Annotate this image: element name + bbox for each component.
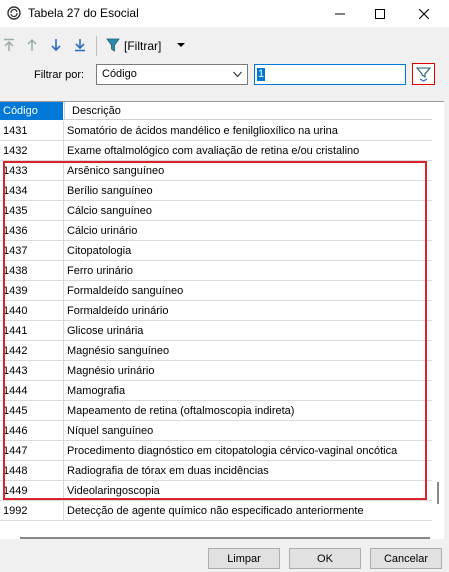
cell-code: 1433 bbox=[0, 161, 64, 180]
table-row[interactable] bbox=[0, 241, 432, 261]
cell-description: Níquel sanguíneo bbox=[67, 425, 154, 437]
cell-code: 1440 bbox=[0, 301, 64, 320]
chevron-down-icon bbox=[233, 71, 242, 78]
table-row[interactable] bbox=[0, 501, 432, 521]
cell-description: Cálcio urinário bbox=[67, 225, 138, 237]
table-row[interactable] bbox=[0, 401, 432, 421]
cell-description: Formaldeído urinário bbox=[67, 305, 169, 317]
move-bottom-button[interactable] bbox=[71, 36, 89, 54]
cell-code: 1445 bbox=[0, 401, 64, 420]
cell-description: Cálcio sanguíneo bbox=[67, 205, 153, 217]
cell-description: Arsênico sanguíneo bbox=[67, 165, 165, 177]
filter-apply-icon bbox=[416, 67, 431, 82]
filter-by-label: Filtrar por: bbox=[34, 69, 85, 81]
table-row[interactable] bbox=[0, 141, 432, 161]
cell-code: 1449 bbox=[0, 481, 64, 500]
column-header-code[interactable]: Código bbox=[0, 102, 63, 120]
data-grid[interactable] bbox=[0, 101, 444, 539]
cell-description: Somatório de ácidos mandélico e fenilglioxílico na urina bbox=[67, 125, 338, 137]
filter-value-input[interactable] bbox=[254, 64, 406, 85]
cell-code: 1437 bbox=[0, 241, 64, 260]
close-button[interactable] bbox=[405, 0, 443, 27]
cell-description: Radiografia de tórax em duas incidências bbox=[67, 465, 269, 477]
cell-description: Mamografia bbox=[67, 385, 126, 397]
move-up-icon bbox=[25, 38, 39, 52]
cell-description: Exame oftalmológico com avaliação de retina e/ou cristalino bbox=[67, 145, 360, 157]
cell-description: Glicose urinária bbox=[67, 325, 144, 337]
cancel-button[interactable]: Cancelar bbox=[370, 548, 442, 569]
table-row[interactable] bbox=[0, 221, 432, 241]
move-down-button[interactable] bbox=[47, 36, 65, 54]
move-up-button[interactable] bbox=[23, 36, 41, 54]
cell-code: 1446 bbox=[0, 421, 64, 440]
filter-button[interactable] bbox=[104, 36, 122, 54]
cell-description: Ferro urinário bbox=[67, 265, 134, 277]
sync-icon bbox=[7, 6, 21, 20]
cell-code: 1441 bbox=[0, 321, 64, 340]
table-row[interactable] bbox=[0, 301, 432, 321]
cell-code: 1444 bbox=[0, 381, 64, 400]
move-down-icon bbox=[49, 38, 63, 52]
chevron-down-icon[interactable] bbox=[176, 41, 186, 49]
grid-header bbox=[0, 102, 432, 120]
cell-code: 1431 bbox=[0, 121, 64, 140]
move-top-icon bbox=[2, 38, 16, 52]
cell-code: 1435 bbox=[0, 201, 64, 220]
cell-code: 1443 bbox=[0, 361, 64, 380]
filter-value-text: 1 bbox=[258, 68, 265, 80]
table-row[interactable] bbox=[0, 181, 432, 201]
cell-code: 1434 bbox=[0, 181, 64, 200]
vertical-scrollbar[interactable] bbox=[432, 102, 444, 539]
table-row[interactable] bbox=[0, 441, 432, 461]
table-row[interactable] bbox=[0, 321, 432, 341]
minimize-icon bbox=[335, 9, 345, 19]
clear-button[interactable]: Limpar bbox=[208, 548, 280, 569]
cell-description: Procedimento diagnóstico em citopatologia cérvico-vaginal oncótica bbox=[67, 445, 398, 457]
cell-code: 1436 bbox=[0, 221, 64, 240]
cell-description: Magnésio sanguíneo bbox=[67, 345, 170, 357]
table-row[interactable] bbox=[0, 201, 432, 221]
maximize-icon bbox=[375, 9, 385, 19]
minimize-button[interactable] bbox=[321, 0, 359, 27]
cell-description: Berílio sanguíneo bbox=[67, 185, 153, 197]
cell-code: 1442 bbox=[0, 341, 64, 360]
move-top-button[interactable] bbox=[0, 36, 18, 54]
cell-description: Magnésio urinário bbox=[67, 365, 155, 377]
cell-description: Citopatologia bbox=[67, 245, 132, 257]
window-title: Tabela 27 do Esocial bbox=[28, 6, 139, 20]
move-bottom-icon bbox=[73, 38, 87, 52]
scrollbar-thumb[interactable] bbox=[437, 482, 439, 504]
table-row[interactable] bbox=[0, 261, 432, 281]
toolbar-separator bbox=[96, 36, 97, 56]
toolbar bbox=[0, 30, 449, 60]
filter-field-value: Código bbox=[102, 68, 137, 80]
table-row[interactable] bbox=[0, 381, 432, 401]
table-row[interactable] bbox=[0, 421, 432, 441]
table-row[interactable] bbox=[0, 461, 432, 481]
cell-code: 1448 bbox=[0, 461, 64, 480]
table-row[interactable] bbox=[0, 341, 432, 361]
filter-menu-label[interactable]: [Filtrar] bbox=[124, 39, 162, 53]
cell-code: 1432 bbox=[0, 141, 64, 160]
filter-field-select[interactable] bbox=[96, 64, 248, 85]
cell-code: 1992 bbox=[0, 501, 64, 520]
table-row[interactable] bbox=[0, 281, 432, 301]
table-row[interactable] bbox=[0, 361, 432, 381]
cell-description: Mapeamento de retina (oftalmoscopia indireta) bbox=[67, 405, 295, 417]
button-bar bbox=[0, 539, 449, 572]
cell-description: Videolaringoscopia bbox=[67, 485, 160, 497]
cell-description: Formaldeído sanguíneo bbox=[67, 285, 184, 297]
table-row[interactable] bbox=[0, 481, 432, 501]
maximize-button[interactable] bbox=[361, 0, 399, 27]
apply-filter-button[interactable] bbox=[412, 63, 435, 85]
cell-code: 1438 bbox=[0, 261, 64, 280]
filter-funnel-icon bbox=[106, 38, 120, 52]
ok-button[interactable]: OK bbox=[289, 548, 361, 569]
title-bar bbox=[0, 0, 449, 27]
table-row[interactable] bbox=[0, 121, 432, 141]
cell-description: Detecção de agente químico não especificado anteriormente bbox=[67, 505, 364, 517]
column-header-description[interactable]: Descrição bbox=[64, 102, 121, 120]
cell-code: 1439 bbox=[0, 281, 64, 300]
close-icon bbox=[419, 9, 429, 19]
table-row[interactable] bbox=[0, 161, 432, 181]
cell-code: 1447 bbox=[0, 441, 64, 460]
